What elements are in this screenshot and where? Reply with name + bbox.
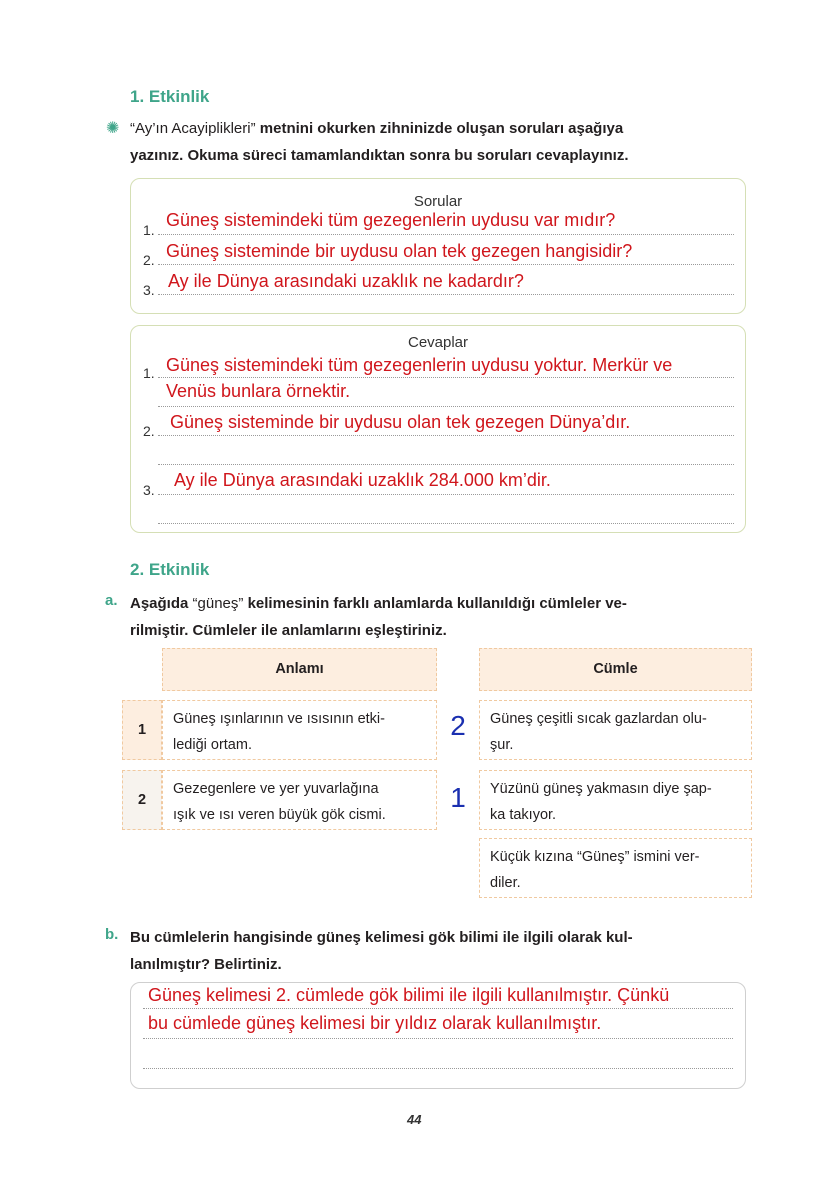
question-text[interactable]: Güneş sisteminde bir uydusu olan tek gezegen hangisidir? (166, 241, 633, 261)
activity2-title: 2. Etkinlik (130, 560, 210, 579)
answer-text[interactable]: Ay ile Dünya arasındaki uzaklık 284.000 km’dir. (174, 470, 551, 490)
answer-line (143, 1068, 733, 1069)
question-number: 3. (143, 282, 155, 298)
sentence-text: Yüzünü güneş yakmasın diye şap- (490, 781, 712, 797)
sentence-text: Güneş çeşitli sıcak gazlardan olu- (490, 711, 707, 727)
item-a-label: a. (105, 592, 118, 609)
answer-line (158, 464, 734, 465)
question-text[interactable]: Güneş sistemindeki tüm gezegenlerin uydusu var mıdır? (166, 210, 616, 230)
answer-line (158, 377, 734, 378)
answer-line (158, 406, 734, 407)
instruction-line2: rilmiştir. Cümleler ile anlamlarını eşleştiriniz. (130, 622, 447, 639)
match-answer[interactable]: 2 (450, 710, 466, 741)
sentence-cell (479, 770, 752, 830)
instruction-line1: Bu cümlelerin hangisinde güneş kelimesi gök bilimi ile ilgili olarak kul- (130, 929, 633, 946)
item-b-label: b. (105, 926, 119, 943)
sentence-text: Küçük kızına “Güneş” ismini ver- (490, 849, 700, 865)
activity1-title: 1. Etkinlik (130, 87, 210, 106)
instruction-line1: metnini okurken zihninizde oluşan soruları aşağıya (259, 120, 624, 137)
sentence-text: diler. (490, 875, 521, 891)
meaning-cell (162, 700, 437, 760)
activity1-instruction (130, 115, 750, 169)
row-number: 2 (122, 770, 162, 830)
meaning-text: lediği ortam. (173, 737, 252, 753)
answer-line (143, 1008, 733, 1009)
match-answer[interactable]: 1 (450, 782, 466, 813)
answer-line (158, 234, 734, 235)
answer-line (158, 294, 734, 295)
instruction-line2: lanılmıştır? Belirtiniz. (130, 956, 282, 973)
question-number: 2. (143, 252, 155, 268)
answer-number: 2. (143, 423, 155, 439)
star-burst-icon: ✺ (106, 120, 120, 137)
answer-line (143, 1038, 733, 1039)
answer-line (158, 264, 734, 265)
sentence-cell (479, 838, 752, 898)
sentence-cell (479, 700, 752, 760)
meaning-cell (162, 770, 437, 830)
row-number: 1 (122, 700, 162, 760)
b-answer-text[interactable]: Güneş kelimesi 2. cümlede gök bilimi ile ilgili kullanılmıştır. Çünkü (148, 985, 670, 1005)
meaning-text: Güneş ışınlarının ve ısısının etki- (173, 711, 385, 727)
answer-line (158, 435, 734, 436)
sentence-text: ka takıyor. (490, 807, 557, 823)
instruction-line2: yazınız. Okuma süreci tamamlandıktan sonra bu soruları cevaplayınız. (130, 147, 629, 164)
text-title-quote: “Ay’ın Acayiplikleri” (130, 120, 256, 137)
instruction-part: Aşağıda (130, 595, 189, 612)
answer-text[interactable]: Venüs bunlara örnektir. (166, 381, 351, 401)
answer-line (158, 494, 734, 495)
answers-title: Cevaplar (407, 334, 469, 351)
answer-text[interactable]: Güneş sisteminde bir uydusu olan tek gezegen Dünya’dır. (170, 412, 631, 432)
meaning-text: Gezegenlere ve yer yuvarlağına (173, 781, 379, 797)
question-text[interactable]: Ay ile Dünya arasındaki uzaklık ne kadardır? (168, 271, 524, 291)
sentence-text: şur. (490, 737, 514, 753)
answer-line (158, 523, 734, 524)
header-meaning: Anlamı (162, 648, 437, 691)
item-a-instruction (130, 590, 750, 644)
page-number: 44 (407, 1112, 422, 1127)
answer-text[interactable]: Güneş sistemindeki tüm gezegenlerin uydusu yoktur. Merkür ve (166, 355, 673, 375)
header-sentence: Cümle (479, 648, 752, 691)
question-number: 1. (143, 222, 155, 238)
answer-number: 3. (143, 482, 155, 498)
answer-number: 1. (143, 365, 155, 381)
instruction-part: kelimesinin farklı anlamlarda kullanıldığı cümleler ve- (247, 595, 627, 612)
b-answer-text[interactable]: bu cümlede güneş kelimesi bir yıldız olarak kullanılmıştır. (148, 1013, 602, 1033)
questions-title: Sorular (413, 193, 463, 210)
item-b-instruction (130, 924, 750, 978)
meaning-text: ışık ve ısı veren büyük gök cismi. (173, 807, 386, 823)
instruction-quote: “güneş” (192, 595, 244, 612)
